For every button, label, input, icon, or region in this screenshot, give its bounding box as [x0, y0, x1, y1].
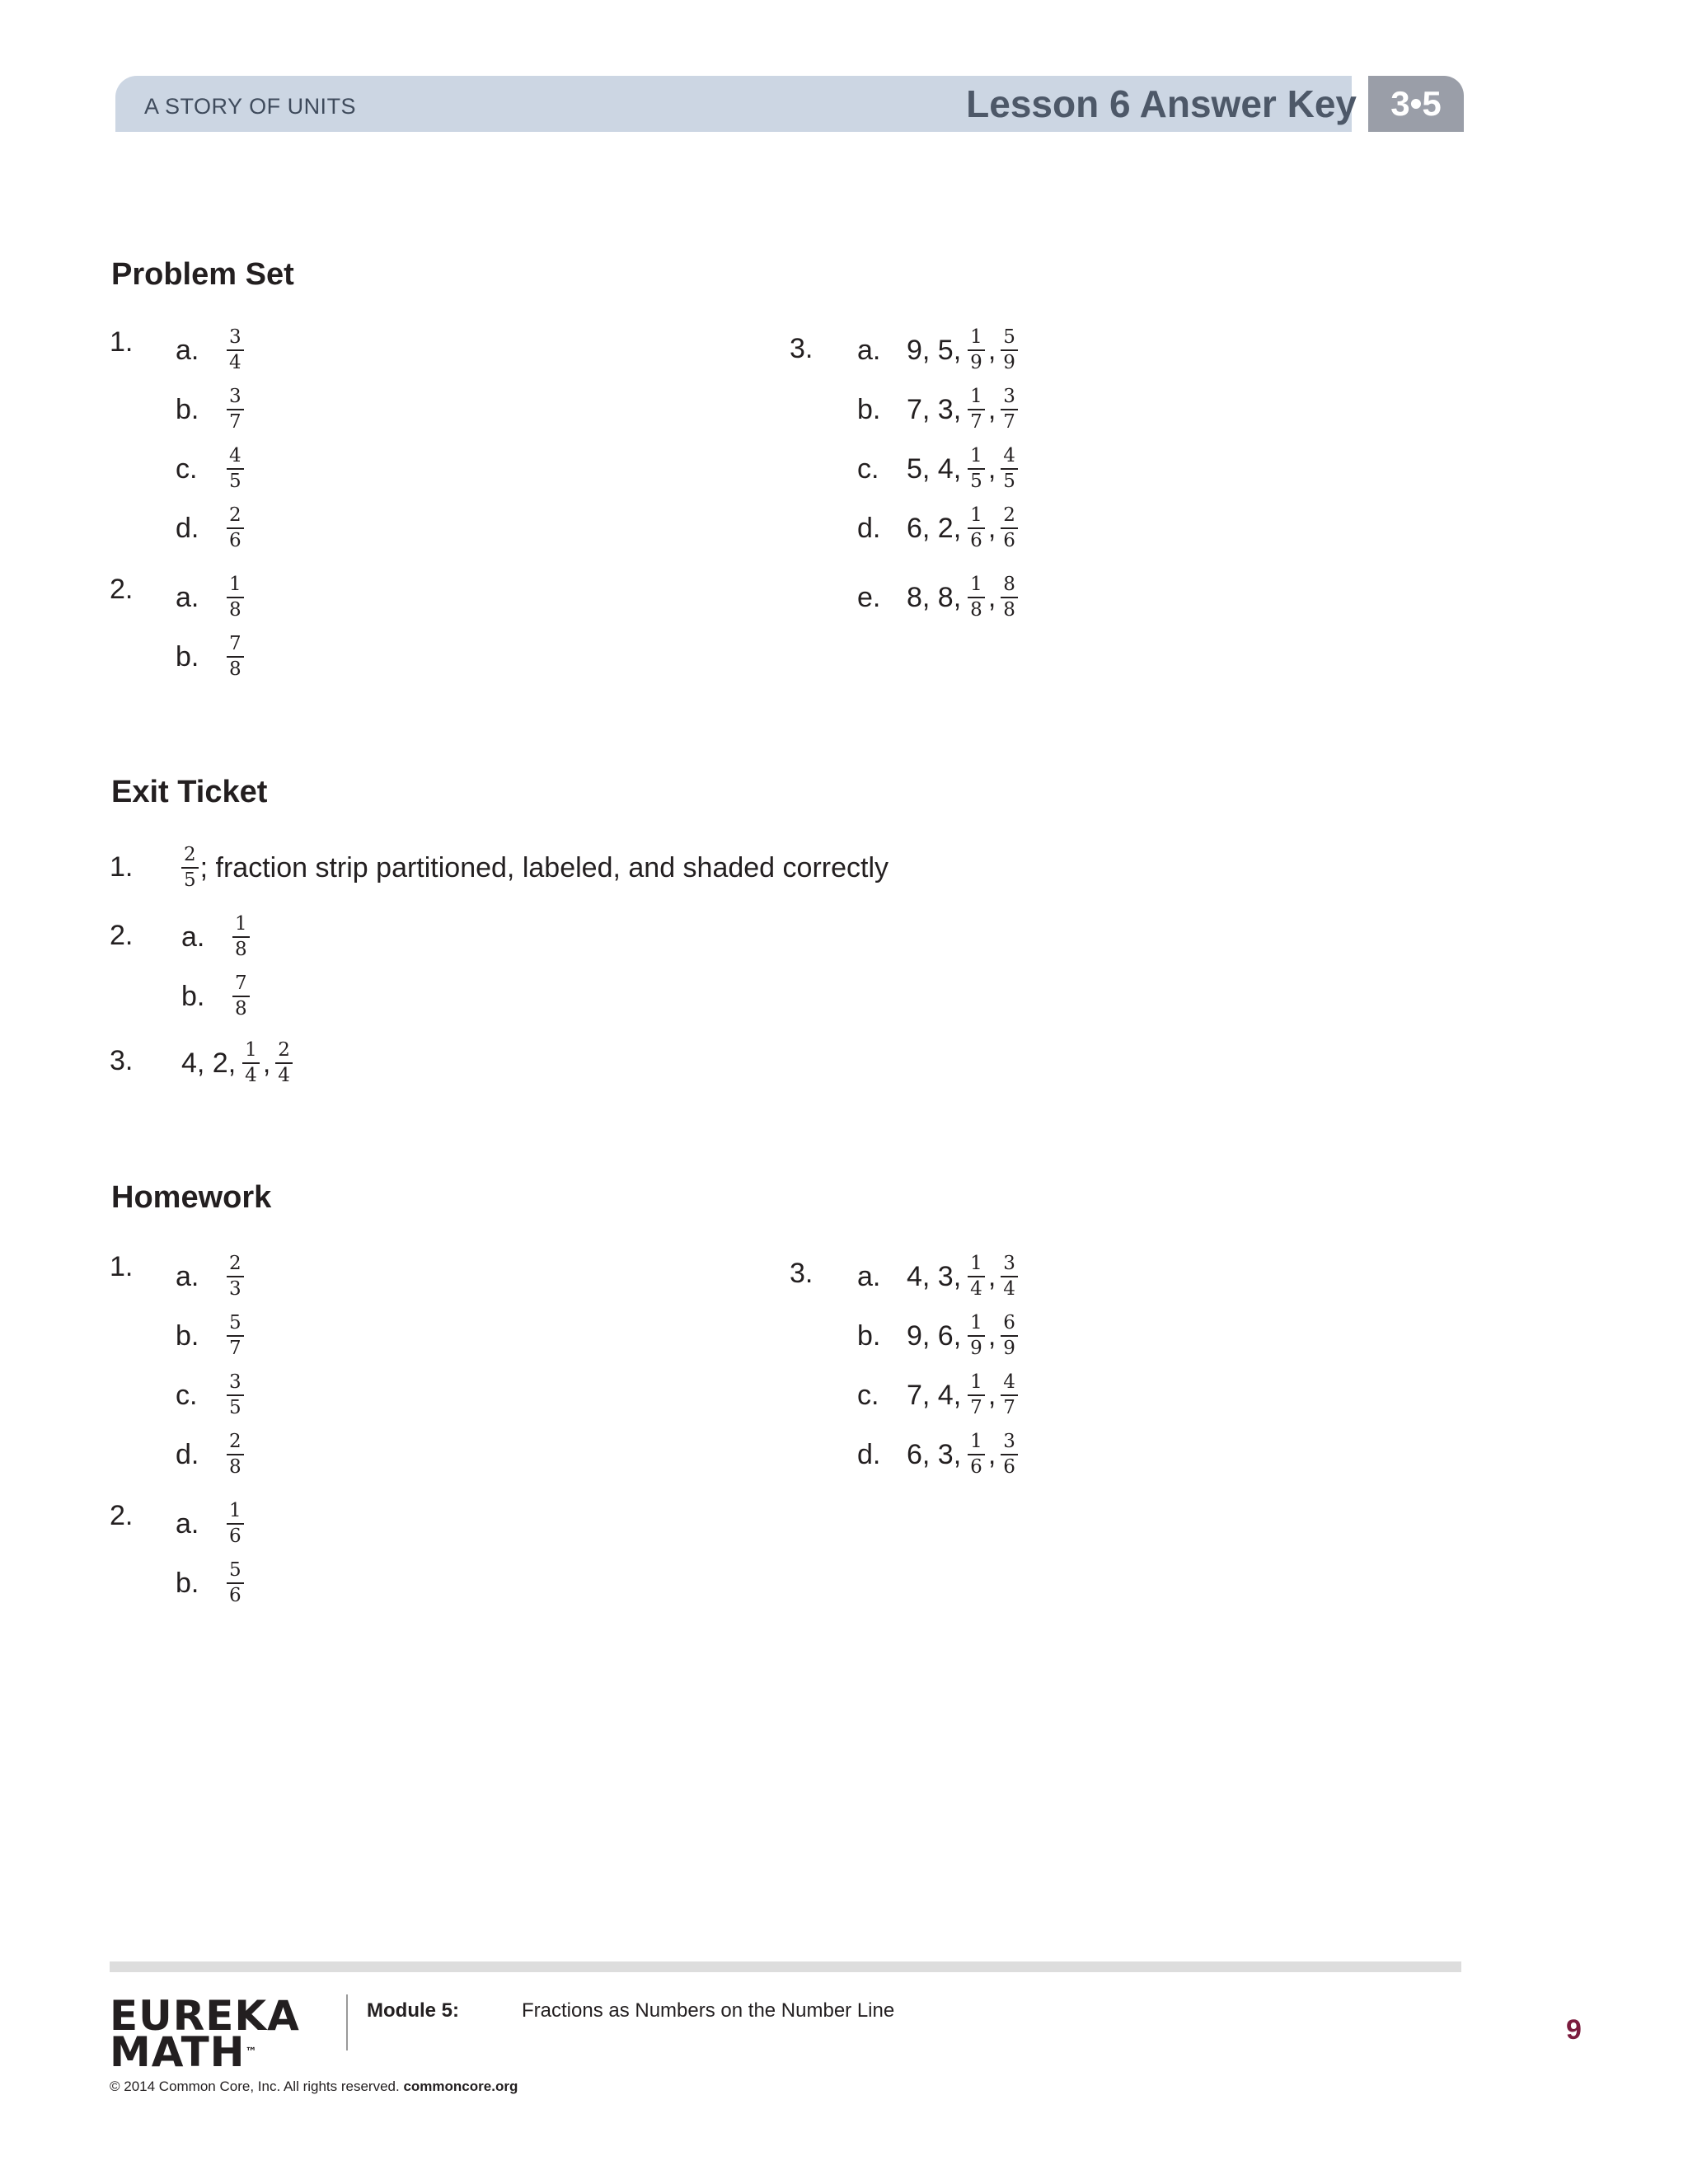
fraction: $\frac{6}{9}$ [1001, 1314, 1018, 1358]
et-q2b [181, 966, 251, 1027]
hw-q1-number: 1. [110, 1251, 134, 1282]
ps-q1a [176, 320, 246, 381]
item-label: a. [857, 334, 881, 366]
hw-q2-number: 2. [110, 1500, 134, 1531]
item-label: b. [176, 1319, 199, 1352]
et-q3-number: 3. [110, 1045, 134, 1076]
et-q3: 4, 2, $\frac{1}{4}$ , $\frac{2}{4}$ [181, 1033, 294, 1094]
ps-q1b [176, 379, 246, 440]
et-q2a [181, 907, 251, 968]
et-q1-text: ; fraction strip partitioned, labeled, and shaded correctly [199, 851, 889, 883]
hw-q3-number: 3. [790, 1258, 814, 1289]
fraction: $\frac{4}{5}$ [1001, 447, 1018, 491]
fraction: $\frac{7}{8}$ [232, 974, 250, 1019]
ps-q1c [176, 438, 246, 499]
item-label: a. [176, 581, 199, 613]
fraction: $\frac{2}{6}$ [227, 506, 244, 551]
ps-q1-number: 1. [110, 326, 134, 358]
site-link[interactable]: commoncore.org [403, 2079, 518, 2094]
fraction: $\frac{1}{4}$ [242, 1041, 260, 1085]
eureka-math-logo: EUREKA MATH™ [110, 1992, 300, 2076]
fraction: $\frac{3}{4}$ [1001, 1254, 1018, 1299]
hw-q3d: d. 6, 3, $\frac{1}{6}$ , $\frac{3}{6}$ [857, 1424, 1020, 1485]
hw-q1d [176, 1424, 246, 1485]
fraction: $\frac{2}{6}$ [1001, 506, 1018, 551]
fraction: $\frac{3}{5}$ [227, 1373, 244, 1418]
fraction: $\frac{8}{8}$ [1001, 575, 1018, 620]
et-q2-number: 2. [110, 920, 134, 951]
footer-rule [110, 1961, 1461, 1972]
fraction: $\frac{1}{5}$ [968, 447, 985, 491]
fraction: $\frac{1}{8}$ [232, 915, 250, 959]
fraction: $\frac{1}{6}$ [227, 1502, 244, 1546]
ps-q1d [176, 498, 246, 559]
fraction: $\frac{2}{8}$ [227, 1432, 244, 1477]
homework-title: Homework [111, 1180, 272, 1215]
fraction: $\frac{1}{9}$ [968, 1314, 985, 1358]
ps-q3c: c. 5, 4, $\frac{1}{5}$ , $\frac{4}{5}$ [857, 438, 1020, 499]
fraction: $\frac{1}{7}$ [968, 1373, 985, 1418]
item-label: b. [176, 640, 199, 673]
item-label: a. [181, 921, 205, 953]
problem-set-title: Problem Set [111, 257, 294, 292]
fraction: $\frac{4}{5}$ [227, 447, 244, 491]
hw-q1c [176, 1365, 246, 1426]
item-label: b. [857, 393, 881, 425]
fraction: $\frac{1}{8}$ [227, 575, 244, 620]
grade-module-badge: 3•5 [1368, 76, 1464, 132]
fraction: $\frac{2}{4}$ [275, 1041, 293, 1085]
item-label: d. [857, 512, 881, 544]
ps-q3e: e. 8, 8, $\frac{1}{8}$ , $\frac{8}{8}$ [857, 567, 1020, 628]
item-label: c. [857, 1379, 879, 1411]
fraction: $\frac{2}{5}$ [181, 846, 199, 890]
page-title: Lesson 6 Answer Key [966, 82, 1357, 125]
item-label: b. [176, 1567, 199, 1599]
item-label: d. [176, 1438, 199, 1470]
item-label: b. [181, 980, 205, 1012]
item-label: c. [857, 452, 879, 485]
fraction: $\frac{3}{4}$ [227, 328, 244, 373]
item-label: a. [176, 334, 199, 366]
ps-q3a: a. 9, 5, $\frac{1}{9}$ , $\frac{5}{9}$ [857, 320, 1020, 381]
fraction: $\frac{1}{7}$ [968, 387, 985, 432]
item-label: c. [176, 452, 198, 485]
item-label: a. [176, 1507, 199, 1540]
item-label: c. [176, 1379, 198, 1411]
footer-divider [346, 1994, 348, 2050]
et-q1-number: 1. [110, 851, 134, 883]
module-title: Fractions as Numbers on the Number Line [522, 1999, 895, 2022]
copyright: © 2014 Common Core, Inc. All rights reserved. commoncore.org [110, 2079, 518, 2094]
fraction: $\frac{4}{7}$ [1001, 1373, 1018, 1418]
item-label: a. [176, 1260, 199, 1292]
fraction: $\frac{1}{9}$ [968, 328, 985, 373]
fraction: $\frac{3}{7}$ [227, 387, 244, 432]
ps-q3d: d. 6, 2, $\frac{1}{6}$ , $\frac{2}{6}$ [857, 498, 1020, 559]
series-title: A STORY OF UNITS [144, 94, 357, 119]
fraction: $\frac{5}{6}$ [227, 1561, 244, 1605]
hw-q3c: c. 7, 4, $\frac{1}{7}$ , $\frac{4}{7}$ [857, 1365, 1020, 1426]
fraction: $\frac{7}{8}$ [227, 635, 244, 679]
exit-ticket-title: Exit Ticket [111, 775, 268, 809]
ps-q2b [176, 626, 246, 687]
item-label: d. [176, 512, 199, 544]
hw-q3b: b. 9, 6, $\frac{1}{9}$ , $\frac{6}{9}$ [857, 1305, 1020, 1366]
hw-q1b [176, 1305, 246, 1366]
hw-q3a: a. 4, 3, $\frac{1}{4}$ , $\frac{3}{4}$ [857, 1246, 1020, 1307]
et-q1 [180, 837, 889, 898]
fraction: $\frac{2}{3}$ [227, 1254, 244, 1299]
page-number: 9 [1566, 2014, 1582, 2046]
ps-q2-number: 2. [110, 574, 134, 605]
ps-q3b: b. 7, 3, $\frac{1}{7}$ , $\frac{3}{7}$ [857, 379, 1020, 440]
module-label: Module 5: [367, 1999, 459, 2022]
item-label: b. [857, 1319, 881, 1352]
ps-q3-number: 3. [790, 333, 814, 364]
item-label: a. [857, 1260, 881, 1292]
item-label: d. [857, 1438, 881, 1470]
fraction: $\frac{3}{7}$ [1001, 387, 1018, 432]
ps-q2a [176, 567, 246, 628]
item-label: b. [176, 393, 199, 425]
fraction: $\frac{5}{7}$ [227, 1314, 244, 1358]
fraction: $\frac{5}{9}$ [1001, 328, 1018, 373]
fraction: $\frac{1}{4}$ [968, 1254, 985, 1299]
item-label: e. [857, 581, 881, 613]
fraction: $\frac{3}{6}$ [1001, 1432, 1018, 1477]
fraction: $\frac{1}{6}$ [968, 506, 985, 551]
fraction: $\frac{1}{8}$ [968, 575, 985, 620]
hw-q2b [176, 1553, 246, 1614]
hw-q1a [176, 1246, 246, 1307]
fraction: $\frac{1}{6}$ [968, 1432, 985, 1477]
hw-q2a [176, 1493, 246, 1554]
